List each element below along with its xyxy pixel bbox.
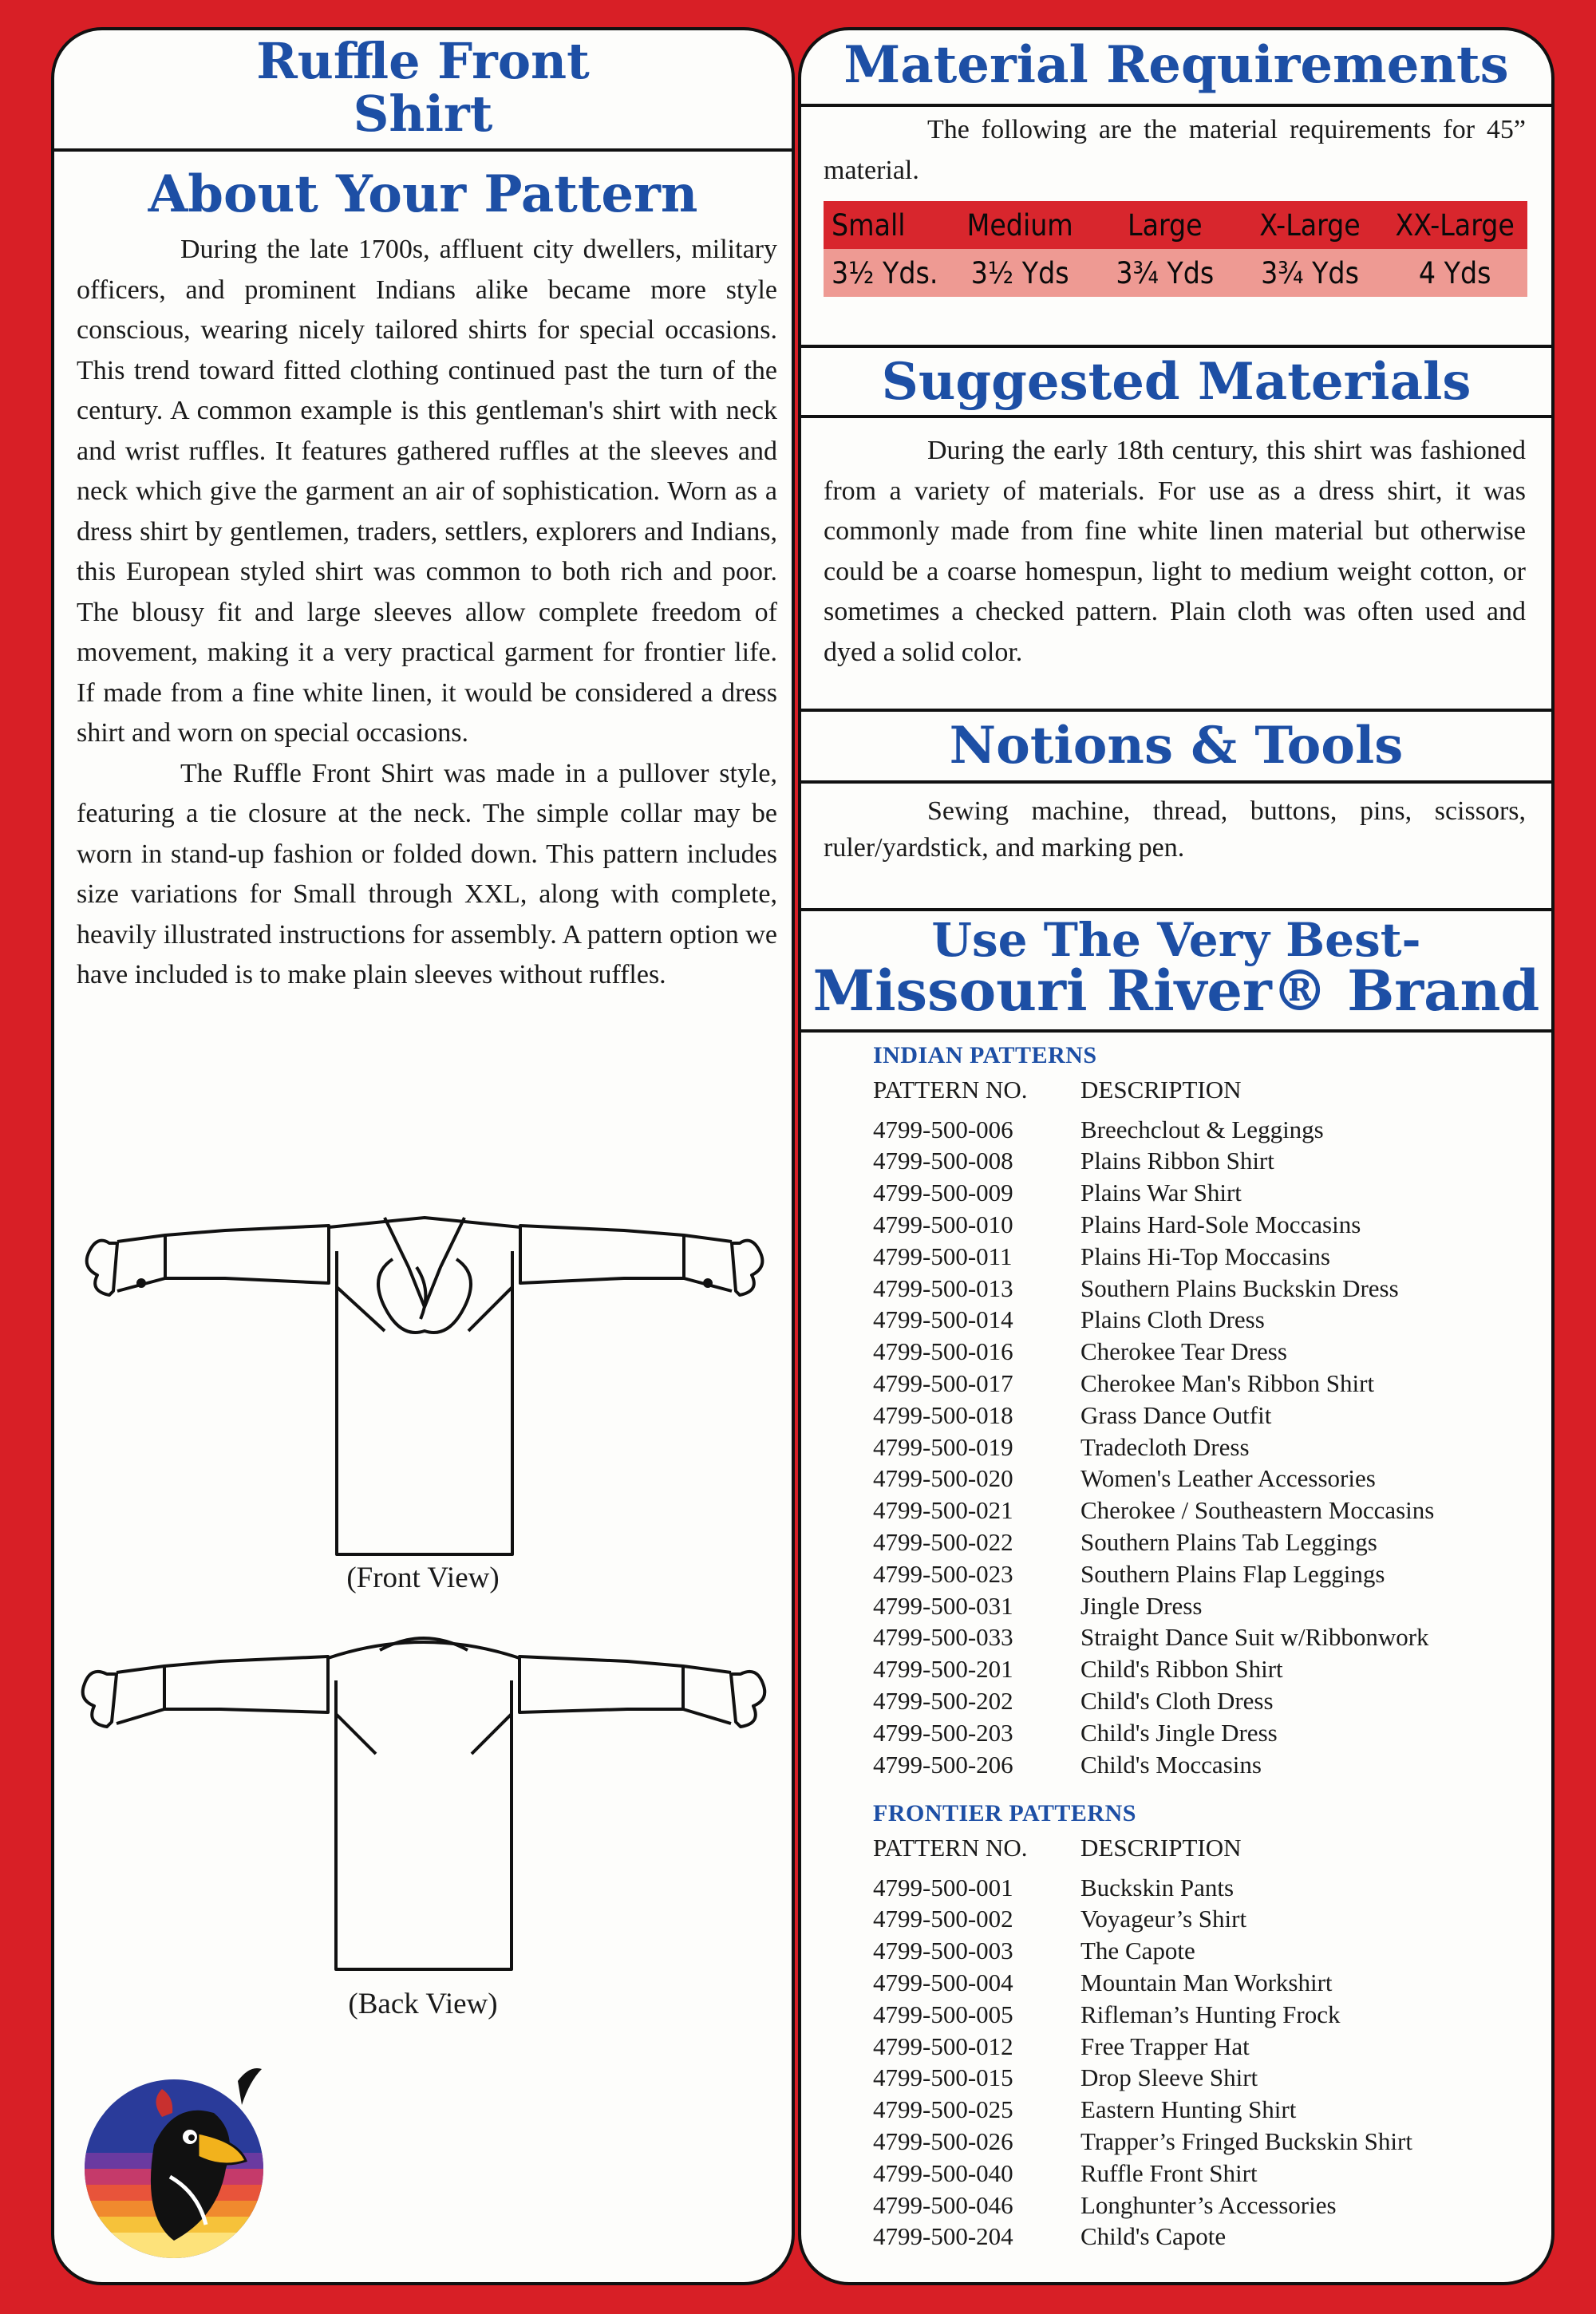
pattern-row bbox=[873, 2126, 1412, 2158]
pattern-row bbox=[873, 1717, 1434, 1749]
pattern-description: Cherokee Man's Ribbon Shirt bbox=[1080, 1369, 1375, 1398]
right-panel bbox=[798, 27, 1555, 2285]
pattern-number: 4799-500-014 bbox=[873, 1305, 1013, 1334]
pattern-number: 4799-500-031 bbox=[873, 1591, 1013, 1620]
pattern-number: 4799-500-026 bbox=[873, 2127, 1013, 2156]
size-label: XX-Large bbox=[1395, 207, 1515, 243]
pattern-row bbox=[873, 1558, 1434, 1590]
pattern-description: Child's Moccasins bbox=[1080, 1750, 1262, 1779]
pattern-description: Buckskin Pants bbox=[1080, 1873, 1235, 1901]
pattern-row bbox=[873, 2031, 1412, 2063]
description-header: DESCRIPTION bbox=[1080, 1833, 1242, 1862]
pattern-number: 4799-500-046 bbox=[873, 2190, 1013, 2219]
indian-patterns bbox=[873, 1042, 1434, 1781]
yardage-row bbox=[824, 249, 1527, 297]
pattern-header bbox=[873, 1832, 1412, 1864]
pattern-number: 4799-500-003 bbox=[873, 1937, 1013, 1965]
pattern-number: 4799-500-019 bbox=[873, 1432, 1013, 1461]
pattern-description: Tradecloth Dress bbox=[1080, 1432, 1250, 1461]
pattern-row bbox=[873, 1209, 1434, 1241]
pattern-number: 4799-500-020 bbox=[873, 1464, 1013, 1493]
pattern-row bbox=[873, 2094, 1412, 2126]
pattern-number: 4799-500-010 bbox=[873, 1210, 1013, 1239]
size-label: Medium bbox=[966, 207, 1073, 243]
pattern-no-header: PATTERN NO. bbox=[873, 1833, 1028, 1862]
indian-rows bbox=[873, 1114, 1434, 1781]
yardage-value: 3¾ Yds bbox=[1261, 255, 1359, 290]
about-heading: About Your Pattern bbox=[148, 164, 698, 224]
pattern-number: 4799-500-001 bbox=[873, 1873, 1013, 1901]
pattern-number: 4799-500-004 bbox=[873, 1968, 1013, 1997]
pattern-row bbox=[873, 1590, 1434, 1622]
pattern-description: Straight Dance Suit w/Ribbonwork bbox=[1080, 1623, 1429, 1652]
pattern-row bbox=[873, 2063, 1412, 2095]
notions-text-body: Sewing machine, thread, buttons, pins, scissors, ruler/yardstick, and marking pen. bbox=[824, 796, 1526, 863]
material-intro-text: The following are the material requirements for 45” material. bbox=[824, 115, 1526, 185]
pattern-no-header: PATTERN NO. bbox=[873, 1075, 1028, 1104]
back-view-caption: (Back View) bbox=[348, 1988, 498, 2020]
description-header: DESCRIPTION bbox=[1080, 1075, 1242, 1104]
pattern-description: Southern Plains Tab Leggings bbox=[1080, 1528, 1377, 1557]
pattern-description: Women's Leather Accessories bbox=[1080, 1464, 1376, 1493]
left-panel bbox=[51, 27, 795, 2285]
pattern-number: 4799-500-202 bbox=[873, 1687, 1013, 1716]
pattern-description: The Capote bbox=[1080, 1937, 1195, 1965]
pattern-description: Trapper’s Fringed Buckskin Shirt bbox=[1080, 2127, 1412, 2156]
pattern-row bbox=[873, 2221, 1412, 2253]
pattern-number: 4799-500-018 bbox=[873, 1400, 1013, 1429]
title-line-2: Shirt bbox=[353, 85, 493, 143]
pattern-row bbox=[873, 1114, 1434, 1146]
suggested-text-body: During the early 18th century, this shirt was fashioned from a variety of materials. For use as a dress shirt, it was commonly made from fine white linen material but otherwise could be a coarse homespun, light to medium weight cotton, or sometimes a checked pattern. Plain cloth was often used and dyed a solid color. bbox=[824, 436, 1526, 667]
pattern-description: Mountain Man Workshirt bbox=[1080, 1968, 1333, 1997]
about-text bbox=[77, 230, 777, 996]
pattern-row bbox=[873, 1241, 1434, 1273]
pattern-description: Voyageur’s Shirt bbox=[1080, 1905, 1247, 1933]
pattern-description: Grass Dance Outfit bbox=[1080, 1400, 1272, 1429]
brand-line-1: Use The Very Best- bbox=[931, 913, 1421, 967]
pattern-description: Longhunter’s Accessories bbox=[1080, 2190, 1337, 2219]
pattern-row bbox=[873, 1935, 1412, 1967]
pattern-row bbox=[873, 1685, 1434, 1717]
pattern-row bbox=[873, 2158, 1412, 2190]
brand-logo bbox=[78, 2057, 278, 2265]
notions-text bbox=[824, 793, 1526, 867]
pattern-number: 4799-500-033 bbox=[873, 1623, 1013, 1652]
pattern-description: Plains Ribbon Shirt bbox=[1080, 1147, 1274, 1175]
pattern-row bbox=[873, 2190, 1412, 2221]
pattern-number: 4799-500-008 bbox=[873, 1147, 1013, 1175]
pattern-number: 4799-500-017 bbox=[873, 1369, 1013, 1398]
pattern-description: Cherokee Tear Dress bbox=[1080, 1337, 1287, 1366]
yardage-value: 3½ Yds bbox=[970, 255, 1069, 290]
pattern-row bbox=[873, 1653, 1434, 1685]
pattern-description: Cherokee / Southeastern Moccasins bbox=[1080, 1496, 1435, 1525]
back-view-illustration bbox=[61, 1610, 787, 1985]
divider bbox=[801, 908, 1551, 911]
pattern-header bbox=[873, 1074, 1434, 1106]
pattern-row bbox=[873, 1336, 1434, 1368]
pattern-number: 4799-500-204 bbox=[873, 2222, 1013, 2251]
divider bbox=[801, 415, 1551, 418]
pattern-row bbox=[873, 1305, 1434, 1337]
divider bbox=[801, 104, 1551, 107]
pattern-number: 4799-500-013 bbox=[873, 1273, 1013, 1302]
pattern-description: Ruffle Front Shirt bbox=[1080, 2158, 1258, 2187]
material-heading: Material Requirements bbox=[843, 35, 1509, 95]
pattern-number: 4799-500-012 bbox=[873, 2032, 1013, 2060]
pattern-description: Plains Hi-Top Moccasins bbox=[1080, 1242, 1330, 1270]
pattern-description: Jingle Dress bbox=[1080, 1591, 1203, 1620]
divider bbox=[54, 148, 792, 152]
pattern-row bbox=[873, 1400, 1434, 1431]
size-label: X-Large bbox=[1259, 207, 1361, 243]
notions-heading: Notions & Tools bbox=[949, 716, 1404, 776]
pattern-number: 4799-500-011 bbox=[873, 1242, 1013, 1270]
pattern-number: 4799-500-009 bbox=[873, 1179, 1013, 1207]
divider bbox=[801, 780, 1551, 784]
pattern-number: 4799-500-206 bbox=[873, 1750, 1013, 1779]
pattern-description: Child's Capote bbox=[1080, 2222, 1227, 2251]
pattern-description: Plains War Shirt bbox=[1080, 1179, 1242, 1207]
pattern-row bbox=[873, 1146, 1434, 1178]
pattern-number: 4799-500-021 bbox=[873, 1496, 1013, 1525]
pattern-description: Child's Ribbon Shirt bbox=[1080, 1655, 1283, 1684]
pattern-row bbox=[873, 1463, 1434, 1495]
pattern-number: 4799-500-203 bbox=[873, 1718, 1013, 1747]
front-view-illustration bbox=[65, 1179, 784, 1562]
about-paragraph-2: The Ruffle Front Shirt was made in a pullover style, featuring a tie closure at the neck. The simple collar may be worn in stand-up fashion or folded down. This pattern includes size variations for Small through XXL, along with complete, heavily illustrated instructions for assembly. A pattern option we have included is to make plain sleeves without ruffles. bbox=[77, 758, 777, 989]
material-intro bbox=[824, 110, 1526, 191]
pattern-number: 4799-500-006 bbox=[873, 1115, 1013, 1143]
pattern-row bbox=[873, 1431, 1434, 1463]
title-line-1: Ruffle Front bbox=[256, 32, 590, 90]
pattern-row bbox=[873, 1273, 1434, 1305]
pattern-description: Eastern Hunting Shirt bbox=[1080, 2095, 1297, 2124]
pattern-row bbox=[873, 1967, 1412, 1999]
yardage-value: 3¾ Yds bbox=[1116, 255, 1215, 290]
pattern-description: Southern Plains Buckskin Dress bbox=[1080, 1273, 1399, 1302]
yardage-value: 3½ Yds. bbox=[832, 255, 938, 290]
pattern-number: 4799-500-022 bbox=[873, 1528, 1013, 1557]
pattern-row bbox=[873, 1904, 1412, 1936]
pattern-row bbox=[873, 1872, 1412, 1904]
front-view-caption: (Front View) bbox=[346, 1562, 500, 1594]
title bbox=[54, 32, 792, 143]
pattern-description: Rifleman’s Hunting Frock bbox=[1080, 2000, 1341, 2028]
pattern-number: 4799-500-016 bbox=[873, 1337, 1013, 1366]
pattern-row bbox=[873, 1622, 1434, 1654]
pattern-number: 4799-500-015 bbox=[873, 2063, 1013, 2092]
pattern-number: 4799-500-040 bbox=[873, 2158, 1013, 2187]
pattern-description: Child's Cloth Dress bbox=[1080, 1687, 1274, 1716]
pattern-description: Breechclout & Leggings bbox=[1080, 1115, 1324, 1143]
pattern-row bbox=[873, 1368, 1434, 1400]
pattern-row bbox=[873, 1999, 1412, 2031]
frontier-patterns-title: FRONTIER PATTERNS bbox=[873, 1800, 1136, 1826]
pattern-description: Southern Plains Flap Leggings bbox=[1080, 1559, 1385, 1588]
pattern-number: 4799-500-201 bbox=[873, 1655, 1013, 1684]
suggested-text bbox=[824, 431, 1526, 673]
divider bbox=[801, 1029, 1551, 1033]
size-table bbox=[824, 201, 1527, 297]
pattern-number: 4799-500-023 bbox=[873, 1559, 1013, 1588]
pattern-row bbox=[873, 1177, 1434, 1209]
size-label: Large bbox=[1128, 207, 1203, 243]
yardage-value: 4 Yds bbox=[1418, 255, 1491, 290]
pattern-number: 4799-500-002 bbox=[873, 1905, 1013, 1933]
pattern-number: 4799-500-025 bbox=[873, 2095, 1013, 2124]
pattern-description: Plains Cloth Dress bbox=[1080, 1305, 1265, 1334]
size-label: Small bbox=[832, 207, 906, 243]
pattern-row bbox=[873, 1526, 1434, 1558]
about-paragraph-1: During the late 1700s, affluent city dwellers, military officers, and prominent Indians alike became more style conscious, wearing nicely tailored shirts for special occasions. This trend toward fitted clothing continued past the turn of the century. A common example is this gentleman's shirt with neck and wrist ruffles. It features gathered ruffles at the sleeves and neck which give the garment an air of sophistication. Worn as a dress shirt by gentlemen, traders, settlers, explorers and Indians, this European styled shirt was common to both rich and poor. The blousy fit and large sleeves allow complete freedom of movement, making it a very practical garment for frontier life. If made from a fine white linen, it would be considered a dress shirt and worn on special occasions. bbox=[77, 235, 777, 748]
pattern-description: Plains Hard-Sole Moccasins bbox=[1080, 1210, 1361, 1239]
pattern-description: Free Trapper Hat bbox=[1080, 2032, 1250, 2060]
pattern-row bbox=[873, 1495, 1434, 1526]
pattern-number: 4799-500-005 bbox=[873, 2000, 1013, 2028]
frontier-patterns bbox=[873, 1800, 1412, 2253]
size-header-row bbox=[824, 201, 1527, 249]
suggested-heading: Suggested Materials bbox=[881, 352, 1472, 412]
indian-patterns-title: INDIAN PATTERNS bbox=[873, 1042, 1097, 1068]
brand-line-2: Missouri River® Brand bbox=[812, 958, 1540, 1024]
frontier-rows bbox=[873, 1872, 1412, 2253]
pattern-row bbox=[873, 1749, 1434, 1781]
pattern-description: Drop Sleeve Shirt bbox=[1080, 2063, 1258, 2092]
pattern-description: Child's Jingle Dress bbox=[1080, 1718, 1278, 1747]
